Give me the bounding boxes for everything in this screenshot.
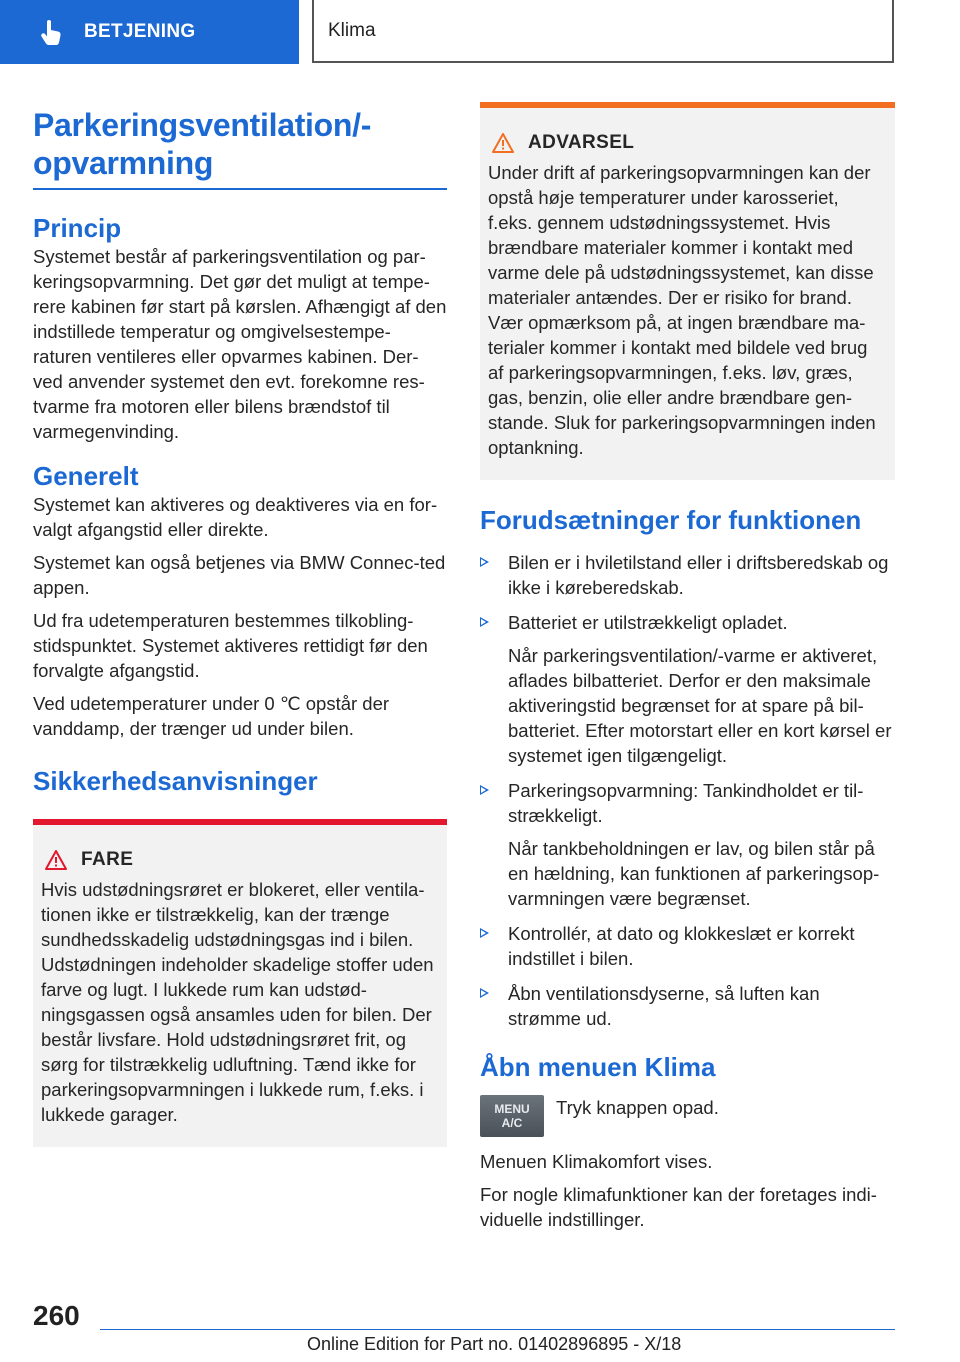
list-item: [480, 550, 895, 600]
generelt-p1: Systemet kan aktiveres og deaktiveres via en for-valgt afgangstid eller direkte.: [33, 494, 438, 540]
list-item-note: Når parkeringsventilation/-varme er aktiveret, aflades bilbatteriet. Derfor er den maksimale aktiveringstid begrænset for at spare på bil-batteriet. Efter motorstart eller en kort kørsel er systemet igen tilgængeligt.: [508, 645, 892, 766]
warning-p1: Under drift af parkeringsopvarmningen kan der opstå høje temperaturer under karosseriet, f.eks. gennem udstødningssystemet. Hvis brændbare materialer kommer i kontakt med varme dele på udstødningssystemet, kan disse materialer antændes. Der er risiko for brand.: [488, 162, 874, 308]
bullet-arrow-icon: [480, 928, 489, 938]
danger-title: FARE: [81, 849, 134, 870]
right-column: [480, 100, 895, 1232]
footer-rule: [100, 1329, 895, 1330]
footer-edition: Online Edition for Part no. 01402896895 - X/18: [307, 1334, 682, 1354]
bullet-arrow-icon: [480, 557, 489, 567]
heading-sikkerhed: Sikkerhedsanvisninger: [33, 766, 318, 796]
list-item-note: Når tankbeholdningen er lav, og bilen står på en hældning, kan funktionen af parkeringsop-varmningen være begrænset.: [508, 838, 880, 909]
warning-p2: Vær opmærksom på, at ingen brændbare ma-terialer kommer i kontakt med bildele ved brug af parkeringsopvarmningen, f.eks. løv, græs, gas, benzin, olie eller andre brændbare gen-stande. Sluk for parkeringsopvarmningen inden optankning.: [488, 312, 876, 458]
menu-p1: Menuen Klimakomfort vises.: [480, 1151, 713, 1172]
list-item-text: Åbn ventilationsdyserne, så luften kan strømme ud.: [508, 983, 820, 1029]
bullet-arrow-icon: [480, 617, 489, 627]
list-item-text: Bilen er i hviletilstand eller i driftsberedskab og ikke i køreberedskab.: [508, 552, 889, 598]
heading-princip: Princip: [33, 213, 122, 243]
chapter-header: [312, 0, 894, 63]
generelt-p3: Ud fra udetemperaturen bestemmes tilkobling-stidspunktet. Systemet aktiveres rettidigt før den forvalgte afgangstid.: [33, 610, 428, 681]
heading-menu: Åbn menuen Klima: [480, 1052, 716, 1082]
list-item: [480, 981, 895, 1031]
danger-title-row: [45, 849, 439, 871]
list-item: [480, 921, 895, 971]
heading-forudsaetninger: Forudsætninger for funktionen: [480, 505, 862, 535]
requirements-list: [480, 550, 895, 1031]
page-title: Parkeringsventilation/-opvarmning: [33, 107, 372, 181]
menu-button-line1: MENU: [494, 1102, 530, 1116]
generelt-p2: Systemet kan også betjenes via BMW Connec-ted appen.: [33, 552, 446, 598]
princip-text: Systemet består af parkeringsventilation og par-keringsopvarmning. Det gør det muligt at tempe-rere kabinen før start på kørslen. Afhængigt af den indstillede temperatur og omgivelsestempe-raturen ventileres eller opvarmes kabinen. Der-ved anvender systemet den evt. forekomne res-tvarme fra motoren eller bilens brændstof til varmegenvinding.: [33, 246, 447, 442]
warning-title-row: [492, 132, 887, 154]
menu-button-row: [480, 1095, 895, 1137]
warning-triangle-icon: [492, 133, 514, 153]
bullet-arrow-icon: [480, 988, 489, 998]
menu-instruction: Tryk knappen opad.: [556, 1097, 719, 1118]
chapter-label: Klima: [328, 19, 376, 41]
generelt-p4: Ved udetemperaturer under 0 ℃ opstår der vanddamp, der trænger ud under bilen.: [33, 693, 390, 739]
menu-ac-button[interactable]: [480, 1095, 544, 1137]
menu-p2: For nogle klimafunktioner kan der foretages indi-viduelle indstillinger.: [480, 1184, 877, 1230]
list-item-text: Batteriet er utilstrækkeligt opladet.: [508, 612, 788, 633]
section-label: BETJENING: [84, 21, 196, 42]
menu-button-line2: A/C: [501, 1116, 523, 1130]
warning-triangle-icon: [45, 850, 67, 870]
list-item-text: Parkeringsopvarmning: Tankindholdet er til-strækkeligt.: [508, 780, 864, 826]
danger-text: Hvis udstødningsrøret er blokeret, eller ventila-tionen ikke er tilstrækkelig, kan der trænge sundhedsskadelig udstødningsgas ind i bilen. Udstødningen indeholder skadelige stoffer uden farve og lugt. I lukkede rum kan udstød-ningsgassen også ansamles uden for bilen. Der består livsfare. Hold udstødningsrøret frit, og sørg for tilstrækkelig udluftning. Tænd ikke for parkeringsopvarmningen i lukkede rum, f.eks. i lukkede garager.: [41, 879, 434, 1125]
left-column: [33, 100, 447, 1147]
page-number: 260: [33, 1300, 80, 1331]
list-item: [480, 610, 895, 768]
heading-generelt: Generelt: [33, 461, 139, 491]
hand-pointer-icon: [40, 19, 62, 45]
warning-title: ADVARSEL: [528, 132, 635, 153]
section-tab[interactable]: [0, 0, 299, 64]
warning-box: [480, 102, 895, 480]
list-item: [480, 778, 895, 911]
danger-box: [33, 819, 447, 1147]
bullet-arrow-icon: [480, 785, 489, 795]
list-item-text: Kontrollér, at dato og klokkeslæt er korrekt indstillet i bilen.: [508, 923, 855, 969]
title-rule: [33, 188, 447, 190]
